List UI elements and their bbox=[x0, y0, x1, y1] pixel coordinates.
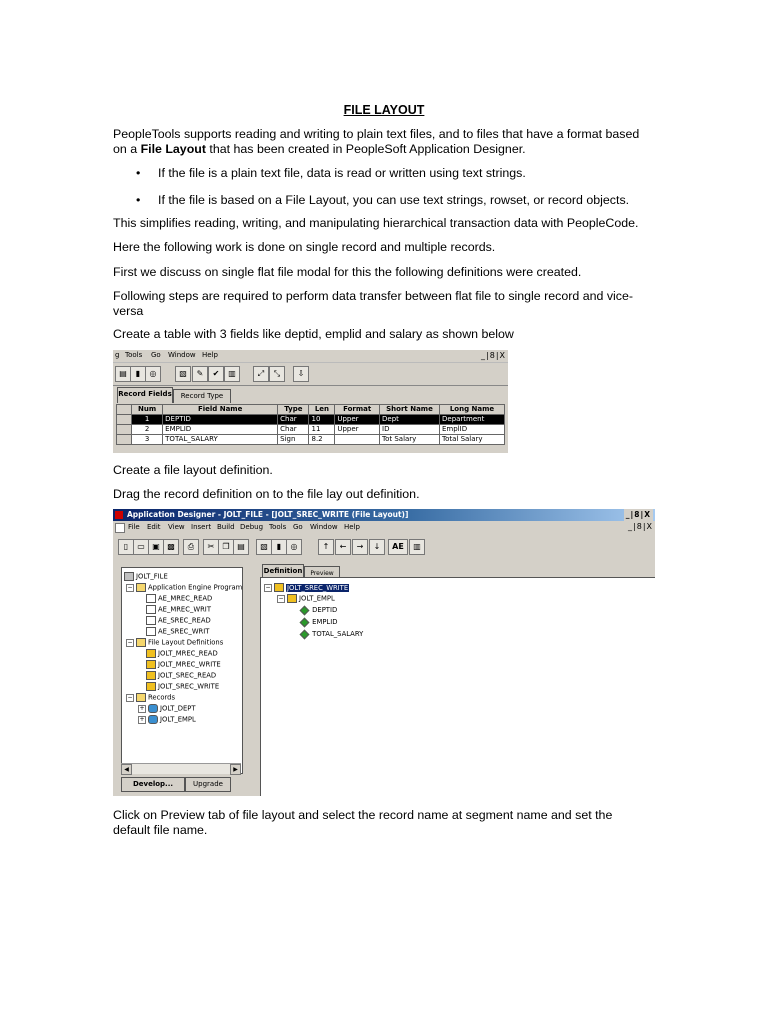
field-properties-icon[interactable]: ▧ bbox=[175, 366, 191, 382]
file-layout-icon bbox=[146, 671, 156, 680]
bullet-text: If the file is based on a File Layout, you can use text strings, rowset, or record objects. bbox=[158, 193, 630, 207]
field-icon bbox=[300, 605, 310, 615]
layout-field[interactable] bbox=[301, 630, 363, 638]
tree-item[interactable] bbox=[146, 594, 212, 603]
tree-label: DEPTID bbox=[312, 606, 338, 614]
tree-label: Records bbox=[148, 693, 176, 702]
file-layout-icon bbox=[146, 649, 156, 658]
properties-icon[interactable]: ▤ bbox=[115, 366, 131, 382]
menu-item-help[interactable]: Help bbox=[344, 523, 360, 531]
paragraph-create-table: Create a table with 3 fields like deptid, emplid and salary as shown below bbox=[113, 327, 514, 341]
tree-root[interactable] bbox=[124, 572, 168, 581]
click-line1: Click on Preview tab of file layout and select the record name at segment name and set the bbox=[113, 808, 613, 822]
workspace-tabs bbox=[121, 777, 261, 791]
tree-label: AE_SREC_WRIT bbox=[158, 627, 210, 636]
build-icon[interactable]: ▮ bbox=[271, 539, 287, 555]
menu-item-edit[interactable]: Edit bbox=[147, 523, 161, 531]
cell-field-name: EMPLID bbox=[163, 425, 278, 435]
window-title: Application Designer - JOLT_FILE - [JOLT_SREC_WRITE (File Layout)] bbox=[127, 510, 409, 519]
doc-title: FILE LAYOUT bbox=[343, 103, 425, 117]
intro-paragraph bbox=[113, 127, 653, 157]
paragraph-simplifies: This simplifies reading, writing, and manipulating hierarchical transaction data with PeopleCode. bbox=[113, 216, 639, 230]
paragraph-click-preview bbox=[113, 808, 653, 838]
menu-item[interactable]: g bbox=[115, 351, 120, 359]
col-type: Type bbox=[278, 405, 309, 415]
definition-tabs bbox=[260, 564, 460, 578]
scroll-right-icon[interactable]: ▶ bbox=[230, 764, 241, 775]
tree-item[interactable] bbox=[146, 616, 211, 625]
cell-long-name: Total Salary bbox=[440, 435, 505, 445]
menu-item-view[interactable]: View bbox=[168, 523, 185, 531]
document-icon bbox=[115, 523, 125, 533]
tree-label: JOLT_SREC_WRITE bbox=[287, 583, 349, 592]
collapse-icon[interactable]: − bbox=[278, 594, 284, 602]
move-down-icon[interactable]: ↓ bbox=[369, 539, 385, 555]
tab-upgrade[interactable] bbox=[185, 777, 231, 792]
project-icon bbox=[124, 572, 134, 581]
cell-short-name: ID bbox=[380, 425, 440, 435]
folder-icon bbox=[136, 693, 146, 702]
expand-icon[interactable]: ⤢ bbox=[253, 366, 269, 382]
view-icon[interactable]: ◎ bbox=[145, 366, 161, 382]
cell-format: Upper bbox=[335, 425, 380, 435]
tree-label: AE_SREC_READ bbox=[158, 616, 211, 625]
tree-folder-file-layout[interactable] bbox=[126, 638, 223, 647]
col-format: Format bbox=[335, 405, 380, 415]
tab-strip bbox=[113, 387, 508, 403]
table-row[interactable] bbox=[117, 425, 505, 435]
toolbar bbox=[113, 535, 655, 557]
menu-item-debug[interactable]: Debug bbox=[240, 523, 264, 531]
cell-type: Sign bbox=[278, 435, 309, 445]
tab-label: Develop... bbox=[132, 780, 174, 788]
cell-field-name: TOTAL_SALARY bbox=[163, 435, 278, 445]
collapse-icon[interactable]: − bbox=[127, 583, 133, 591]
collapse-icon[interactable]: − bbox=[127, 638, 133, 646]
field-icon bbox=[300, 617, 310, 627]
paragraph-create-layout: Create a file layout definition. bbox=[113, 463, 273, 477]
tree-label: JOLT_SREC_WRITE bbox=[158, 682, 220, 691]
file-layout-definition-pane bbox=[260, 577, 655, 796]
intro-file-layout-bold: File Layout bbox=[140, 142, 206, 156]
toolbar bbox=[113, 363, 508, 386]
file-layout-icon bbox=[146, 660, 156, 669]
cell-len: 11 bbox=[309, 425, 335, 435]
validate-icon[interactable]: ✔ bbox=[208, 366, 224, 382]
tree-label: JOLT_SREC_READ bbox=[158, 671, 217, 680]
table-row[interactable] bbox=[117, 415, 505, 425]
tree-label: Application Engine Program bbox=[148, 583, 243, 592]
cell-field-name: DEPTID bbox=[163, 415, 278, 425]
table-row[interactable] bbox=[117, 435, 505, 445]
table-header-row bbox=[117, 405, 505, 415]
copy-icon[interactable]: ❐ bbox=[218, 539, 234, 555]
menu-item-build[interactable]: Build bbox=[217, 523, 235, 531]
ae-program-icon bbox=[146, 605, 156, 614]
tab-record-type[interactable]: Record Type bbox=[173, 389, 231, 403]
paragraph-drag: Drag the record definition on to the file lay out definition. bbox=[113, 487, 420, 501]
paragraph-following bbox=[113, 289, 653, 319]
row-header-cell bbox=[117, 425, 132, 435]
menu-item-window[interactable]: Window bbox=[168, 351, 196, 359]
insert-field-icon[interactable]: ✎ bbox=[192, 366, 208, 382]
cell-num: 3 bbox=[132, 435, 163, 445]
menu-item-file[interactable]: File bbox=[128, 523, 140, 531]
record-definition-screenshot bbox=[113, 350, 508, 453]
folder-icon bbox=[136, 638, 146, 647]
paste-icon[interactable]: ▤ bbox=[233, 539, 249, 555]
expand-icon[interactable]: + bbox=[139, 715, 145, 723]
layout-field[interactable] bbox=[301, 618, 337, 626]
tab-preview[interactable]: Preview bbox=[304, 566, 340, 580]
tree-item[interactable] bbox=[138, 715, 196, 724]
bullet-dot: • bbox=[136, 166, 141, 180]
move-left-icon[interactable]: ← bbox=[335, 539, 351, 555]
move-right-icon[interactable]: → bbox=[352, 539, 368, 555]
tree-item[interactable] bbox=[146, 660, 221, 669]
menu-item-tools[interactable]: Tools bbox=[269, 523, 287, 531]
intro-line2-post: that has been created in PeopleSoft Application Designer. bbox=[205, 142, 526, 156]
paragraph-here: Here the following work is done on single record and multiple records. bbox=[113, 240, 496, 254]
cell-num: 1 bbox=[132, 415, 163, 425]
cell-format bbox=[335, 435, 380, 445]
menu-item-go[interactable]: Go bbox=[151, 351, 161, 359]
col-num: Num bbox=[132, 405, 163, 415]
paragraph-first: First we discuss on single flat file modal for this the following definitions were created. bbox=[113, 265, 582, 279]
menu-item-insert[interactable]: Insert bbox=[191, 523, 212, 531]
app-icon bbox=[115, 511, 123, 519]
cell-type: Char bbox=[278, 415, 309, 425]
record-icon bbox=[148, 715, 158, 724]
properties-icon[interactable]: ▧ bbox=[256, 539, 272, 555]
expand-icon[interactable]: + bbox=[139, 704, 145, 712]
menu-item-window[interactable]: Window bbox=[310, 523, 338, 531]
open-icon[interactable]: ▭ bbox=[133, 539, 149, 555]
menu-bar bbox=[113, 350, 508, 363]
tree-item[interactable] bbox=[146, 649, 218, 658]
tree-label: JOLT_EMPL bbox=[299, 594, 335, 603]
tree-item[interactable] bbox=[146, 671, 216, 680]
title-bar bbox=[113, 509, 655, 521]
cell-format: Upper bbox=[335, 415, 380, 425]
tree-label: JOLT_FILE bbox=[136, 572, 168, 581]
bullet-text: If the file is a plain text file, data is read or written using text strings. bbox=[158, 166, 526, 180]
move-up-icon[interactable]: ↑ bbox=[318, 539, 334, 555]
application-designer-screenshot bbox=[113, 509, 655, 796]
window-controls[interactable]: _|8|X bbox=[625, 510, 651, 519]
tree-label: JOLT_MREC_READ bbox=[158, 649, 218, 658]
ae-program-icon bbox=[146, 616, 156, 625]
tab-label: Upgrade bbox=[193, 780, 223, 788]
collapse-icon[interactable]: − bbox=[265, 583, 271, 591]
menu-item-go[interactable]: Go bbox=[293, 523, 303, 531]
tree-label: AE_MREC_WRIT bbox=[158, 605, 211, 614]
menu-bar bbox=[113, 522, 655, 533]
cell-short-name: Dept bbox=[380, 415, 440, 425]
tree-label: JOLT_DEPT bbox=[160, 704, 196, 713]
layout-record[interactable] bbox=[277, 594, 335, 603]
tab-develop[interactable] bbox=[121, 777, 185, 792]
intro-line1: PeopleTools supports reading and writing to plain text files, and to files that have a format based bbox=[113, 127, 640, 141]
collapse-icon[interactable]: ⤡ bbox=[269, 366, 285, 382]
window-controls[interactable]: _|8|X bbox=[481, 351, 506, 360]
row-header-cell bbox=[117, 405, 132, 415]
save-all-icon[interactable]: ▩ bbox=[163, 539, 179, 555]
layout-root[interactable] bbox=[264, 583, 349, 592]
tab-definition[interactable]: Definition bbox=[262, 564, 304, 580]
export-icon[interactable]: ⇩ bbox=[293, 366, 309, 382]
clipboard-icon[interactable]: ▥ bbox=[409, 539, 425, 555]
child-window-controls[interactable]: _|8|X bbox=[628, 522, 653, 531]
horizontal-scrollbar[interactable] bbox=[121, 763, 241, 774]
intro-line2-pre: on a bbox=[113, 142, 141, 156]
cell-type: Char bbox=[278, 425, 309, 435]
tree-item[interactable] bbox=[146, 627, 209, 636]
tree-label: EMPLID bbox=[312, 618, 338, 626]
click-line2: default file name. bbox=[113, 823, 208, 837]
bullet-dot: • bbox=[136, 193, 141, 207]
tree-label: JOLT_EMPL bbox=[160, 715, 196, 724]
col-field-name: Field Name bbox=[163, 405, 278, 415]
field-icon bbox=[300, 629, 310, 639]
cell-num: 2 bbox=[132, 425, 163, 435]
tree-folder-records[interactable] bbox=[126, 693, 175, 702]
row-header-cell bbox=[117, 435, 132, 445]
save-icon[interactable]: ▣ bbox=[148, 539, 164, 555]
print-icon[interactable]: ⎙ bbox=[183, 539, 199, 555]
tree-folder-ae[interactable] bbox=[126, 583, 242, 592]
project-workspace-tree bbox=[121, 567, 243, 774]
col-len: Len bbox=[309, 405, 335, 415]
file-layout-icon bbox=[274, 583, 284, 592]
scroll-left-icon[interactable]: ◀ bbox=[121, 764, 132, 775]
ae-program-icon bbox=[146, 594, 156, 603]
cell-len: 10 bbox=[309, 415, 335, 425]
tree-label: TOTAL_SALARY bbox=[312, 630, 364, 638]
view-icon[interactable]: ◎ bbox=[286, 539, 302, 555]
menu-item-help[interactable]: Help bbox=[202, 351, 218, 359]
tab-record-fields[interactable]: Record Fields bbox=[117, 387, 173, 403]
record-icon bbox=[148, 704, 158, 713]
new-icon[interactable]: ▯ bbox=[118, 539, 134, 555]
cell-len: 8.2 bbox=[309, 435, 335, 445]
build-icon[interactable]: ▮ bbox=[130, 366, 146, 382]
tree-label: AE_MREC_READ bbox=[158, 594, 213, 603]
tree-item[interactable] bbox=[146, 605, 211, 614]
col-long-name: Long Name bbox=[440, 405, 505, 415]
cell-long-name: Department bbox=[440, 415, 505, 425]
folder-icon bbox=[136, 583, 146, 592]
tree-item[interactable] bbox=[146, 682, 219, 691]
record-fields-table bbox=[116, 404, 505, 445]
collapse-icon[interactable]: − bbox=[127, 693, 133, 701]
tree-label: JOLT_MREC_WRITE bbox=[158, 660, 221, 669]
cut-icon[interactable]: ✂ bbox=[203, 539, 219, 555]
tree-item[interactable] bbox=[138, 704, 196, 713]
row-header-cell bbox=[117, 415, 132, 425]
record-icon[interactable]: ▥ bbox=[224, 366, 240, 382]
cell-long-name: EmplID bbox=[440, 425, 505, 435]
ae-button[interactable]: AE bbox=[388, 539, 408, 555]
menu-item-tools[interactable]: Tools bbox=[125, 351, 143, 359]
tree-label: File Layout Definitions bbox=[148, 638, 224, 647]
following-line1: Following steps are required to perform data transfer between flat file to single record and vice- bbox=[113, 289, 633, 303]
segment-icon bbox=[287, 594, 297, 603]
cell-short-name: Tot Salary bbox=[380, 435, 440, 445]
layout-field[interactable] bbox=[301, 606, 337, 614]
ae-program-icon bbox=[146, 627, 156, 636]
following-line2: versa bbox=[113, 304, 144, 318]
file-layout-icon bbox=[146, 682, 156, 691]
col-short-name: Short Name bbox=[380, 405, 440, 415]
